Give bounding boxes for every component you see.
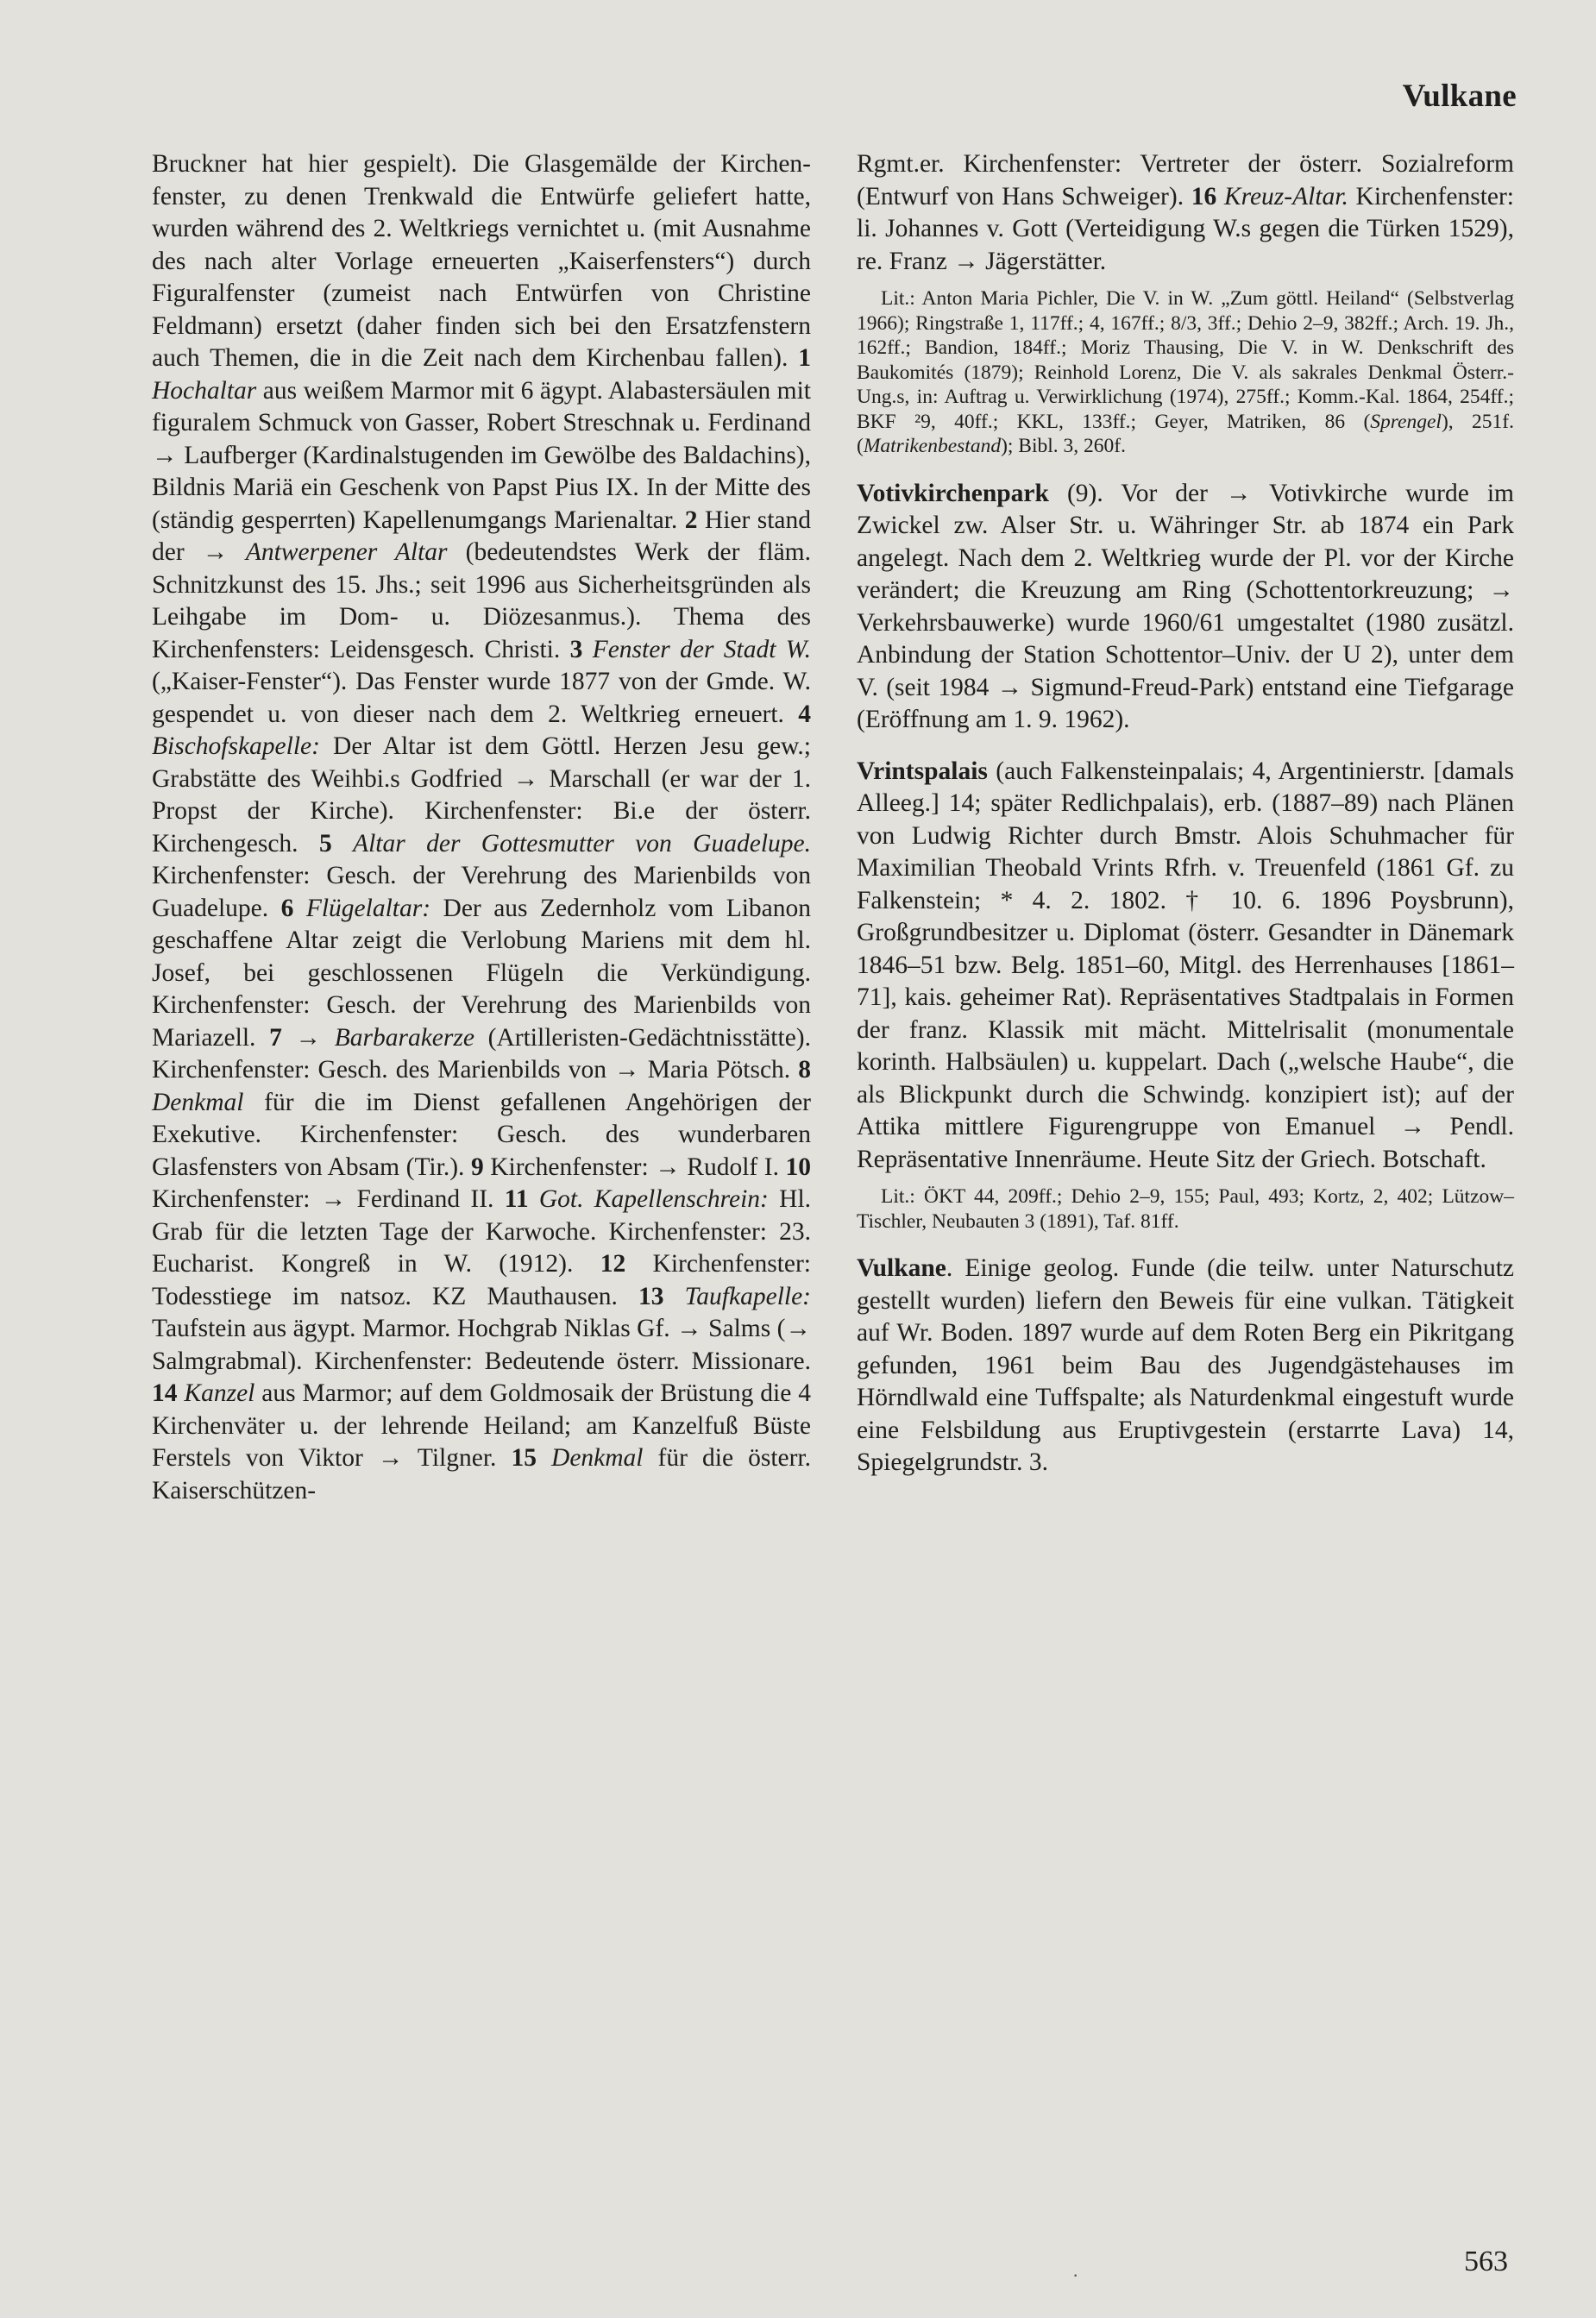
item-number: 1 xyxy=(798,344,811,372)
item-title: Taufkapelle: xyxy=(684,1282,812,1310)
item-text: aus Marmor; auf dem Goldmosaik der Brüstung die 4 Kirchenväter u. der lehrende Heiland; am Kanzelfuß Büste Ferstels von Viktor → Tilgner. xyxy=(152,1379,811,1472)
item-title: Denkmal xyxy=(152,1088,244,1116)
item-title: Denkmal xyxy=(551,1444,644,1472)
item-number: 6 xyxy=(280,894,294,922)
item-text: Der Altar ist dem Göttl. Herzen Jesu gew.; Grabstätte des Weihbi.s Godfried → Marschall (er war der 1. Propst der Kirche). Kirchenfenster: Bi.e der österr. Kirchengesch. xyxy=(152,732,811,857)
item-title: Got. Kapellenschrein: xyxy=(538,1185,769,1213)
votivkirche-continuation xyxy=(152,148,811,1507)
headword: Vulkane xyxy=(857,1254,946,1282)
item-number: 14 xyxy=(152,1379,178,1407)
item-title: Bischofskapelle: xyxy=(152,732,320,760)
running-head: Vulkane xyxy=(1402,79,1517,114)
item-number: 15 xyxy=(511,1444,537,1472)
item-number: 8 xyxy=(798,1056,811,1084)
page-number: 563 xyxy=(1464,2246,1508,2277)
item-title: Kreuz-Altar. xyxy=(1223,182,1348,210)
item-text: („Kaiser-Fenster“). Das Fenster wurde 1877 von der Gmde. W. gespendet u. von dieser nach dem 2. Weltkrieg erneuert. xyxy=(152,668,811,728)
item-title: Flügelaltar: xyxy=(305,894,431,922)
item-title: → Antwerpener Altar xyxy=(202,538,448,566)
item-number: 16 xyxy=(1191,182,1217,210)
item-title: Kanzel xyxy=(184,1379,255,1407)
lit-text: ); Bibl. 3, 260f. xyxy=(1001,435,1126,457)
headword: Votivkirchenpark xyxy=(857,479,1049,507)
lit-italic: Sprengel xyxy=(1370,410,1442,433)
lit-text: ), 251f. ( xyxy=(857,410,1514,457)
item-text: Hier stand der xyxy=(152,506,811,566)
headword: Vrintspalais xyxy=(857,757,988,785)
item-number: 3 xyxy=(569,635,583,663)
continuation-text: Kirchenfenster: li. Johannes v. Gott (Verteidigung W.s gegen die Türken 1529), re. Franz → Jägerstätter. xyxy=(857,182,1515,275)
literature-vrintspalais: Lit.: ÖKT 44, 209ff.; Dehio 2–9, 155; Paul, 493; Kortz, 2, 402; Lützow–Tischler, Neubauten 3 (1891), Taf. 81ff. xyxy=(857,1185,1514,1233)
item-text: (Artilleristen-Gedächtnisstätte). Kirchenfenster: Gesch. des Marienbilds von → Maria Pötsch. xyxy=(152,1023,811,1084)
item-text: Hl. Grab für die letzten Tage der Karwoche. Kirchenfenster: 23. Eucharist. Kongreß in W. (1912). xyxy=(152,1185,812,1278)
entry-text: . Einige geolog. Funde (die teilw. unter Naturschutz gestellt wurden) liefern den Beweis für eine vulkan. Tätigkeit auf Wr. Boden. 1897 wurde auf dem Roten Berg ein Pikritgang gefunden, 1961 beim Bau des Jugendgästehauses im Hörndlwald eine Tuffspalte; als Naturdenkmal eingestuft wurde eine Felsbildung aus Eruptivgestein (erstarrte Lava) 14, Spiegelgrundstr. 3. xyxy=(857,1254,1514,1476)
entry-votivkirchenpark xyxy=(857,478,1514,737)
entry-vrintspalais xyxy=(857,756,1514,1177)
item-text: Kirchenfenster: Todesstiege im natsoz. KZ Mauthausen. xyxy=(152,1250,812,1310)
left-column xyxy=(152,148,811,1507)
item-text: Kirchenfenster: → Rudolf I. xyxy=(483,1153,786,1181)
entry-text: (auch Falkensteinpalais; 4, Argentinierstr. [damals Alleeg.] 14; später Redlichpalais), erb. (1887–89) nach Plänen von Ludwig Richter durch Bmstr. Alois Schuhmacher für Maximilian Theobald Vrints Rfrh. v. Treuenfeld (1861 Gf. zu Falkenstein; * 4. 2. 1802. † 10. 6. 1896 Poysbrunn), Großgrundbesitzer u. Diplomat (österr. Gesandter in Dänemark 1846–51 bzw. Belg. 1851–60, Mitgl. des Herrenhauses [1861–71], kais. geheimer Rat). Repräsentatives Stadtpalais in Formen der franz. Klassik mit mächt. Mittelrisalit (monumentale korinth. Halbsäulen) u. kuppelart. Dach („welsche Haube“, die als Blickpunkt durch die Schwindg. konzipiert ist); auf der Attika mittlere Figurengruppe von Emanuel → Pendl. Repräsentative Innenräume. Heute Sitz der Griech. Botschaft. xyxy=(857,757,1514,1173)
item-title: Hochaltar xyxy=(152,376,257,405)
item-number: 4 xyxy=(798,700,811,728)
item-number: 2 xyxy=(684,506,698,534)
right-column xyxy=(857,148,1514,1479)
item-number: 11 xyxy=(504,1185,529,1213)
item-text: Der aus Zedernholz vom Libanon geschaffene Altar zeigt die Verlobung Mariens mit dem hl. Josef, bei geschlossenen Flügeln die Verkündigung. Kirchenfenster: Gesch. der Verehrung des Marienbilds von Mariazell. xyxy=(152,894,811,1052)
lit-text: Lit.: Anton Maria Pichler, Die V. in W. „Zum göttl. Heiland“ (Selbstverlag 1966); Ringstraße 1, 117ff.; 4, 167ff.; 8/3, 3ff.; Dehio 2–9, 382ff.; Arch. 19. Jh., 162ff.; Bandion, 184ff.; Moriz Thausing, Die V. in W. Denkschrift des Baukomités (1879); Reinhold Lorenz, Die V. als sakrales Denkmal Österr.-Ung.s, in: Auftrag u. Verwirklichung (1974), 275ff.; Komm.-Kal. 1864, 254ff.; BKF ²9, 40ff.; KKL, 133ff.; Geyer, Matriken, 86 ( xyxy=(857,287,1514,433)
item-text: (bedeutendstes Werk der fläm. Schnitzkunst des 15. Jhs.; seit 1996 aus Sicherheitsgründen als Leihgabe im Dom- u. Diözesanmus.). Thema des Kirchenfensters: Leidensgesch. Christi. xyxy=(152,538,811,663)
item-number: 9 xyxy=(470,1153,484,1181)
lit-italic: Matrikenbestand xyxy=(863,435,1002,457)
item-text: für die im Dienst gefallenen Angehörigen der Exekutive. Kirchenfenster: Gesch. des wunderbaren Glasfensters von Absam (Tir.). xyxy=(152,1088,811,1181)
print-speck: · xyxy=(1072,2265,1079,2286)
item-text: für die österr. Kaiserschützen- xyxy=(152,1444,811,1505)
item-title: Altar der Gottesmutter von Guadelupe. xyxy=(353,829,811,857)
entry-text: (9). Vor der → Votivkirche wurde im Zwickel zw. Alser Str. u. Währinger Str. ab 1874 ein Park angelegt. Nach dem 2. Weltkrieg wurde der Pl. vor der Kirche verändert; die Kreuzung am Ring (Schottentorkreuzung; → Verkehrsbauwerke) wurde 1960/61 umgestaltet (1980 zusätzl. Anbindung der Station Schottentor–Univ. der U 2), unter dem V. (seit 1984 → Sigmund-Freud-Park) entstand eine Tiefgarage (Eröffnung am 1. 9. 1962). xyxy=(857,479,1514,733)
item-number: 13 xyxy=(638,1282,664,1310)
literature-votivkirche xyxy=(857,286,1514,459)
item-text: Kirchenfenster: Gesch. der Verehrung des Marienbilds von Guadelupe. xyxy=(152,862,811,922)
item-number: 12 xyxy=(600,1250,626,1278)
item-text: aus weißem Marmor mit 6 ägypt. Alabastersäulen mit figuralem Schmuck von Gasser, Robert Streschnak u. Ferdinand → Laufberger (Kardinalstugenden im Gewölbe des Baldachins), Bildnis Mariä ein Geschenk von Papst Pius IX. In der Mitte des (ständig gesperrten) Kapellenumgangs Marienaltar. xyxy=(152,376,811,534)
item-title: → Barbarakerze xyxy=(295,1023,474,1052)
item-number: 7 xyxy=(269,1023,282,1052)
item-title: Fenster der Stadt W. xyxy=(592,635,811,663)
entry-vulkane xyxy=(857,1253,1514,1479)
item-number: 5 xyxy=(318,829,332,857)
item-number: 10 xyxy=(785,1153,811,1181)
item-text: Kirchenfenster: → Ferdinand II. xyxy=(152,1185,505,1213)
continuation-text: Bruckner hat hier gespielt). Die Glasgemälde der Kirchenfenster, zu denen Trenkwald die Entwürfe geliefert hatte, wurden während des 2. Weltkriegs vernichtet u. (mit Ausnahme des nach alter Vorlage erneuerten „Kaiserfensters“) durch Figuralfenster (zumeist nach Entwürfen von Christine Feldmann) ersetzt (daher finden sich bei den Ersatzfenstern auch Themen, die in die Zeit nach dem Kirchenbau fallen). xyxy=(152,150,811,372)
votivkirche-continuation-end xyxy=(857,148,1514,278)
item-text: Taufstein aus ägypt. Marmor. Hochgrab Niklas Gf. → Salms (→ Salmgrabmal). Kirchenfenster: Bedeutende österr. Missionare. xyxy=(152,1315,811,1375)
continuation-text: Rgmt.er. Kirchenfenster: Vertreter der österr. Sozialreform (Entwurf von Hans Schweiger). xyxy=(857,150,1514,210)
